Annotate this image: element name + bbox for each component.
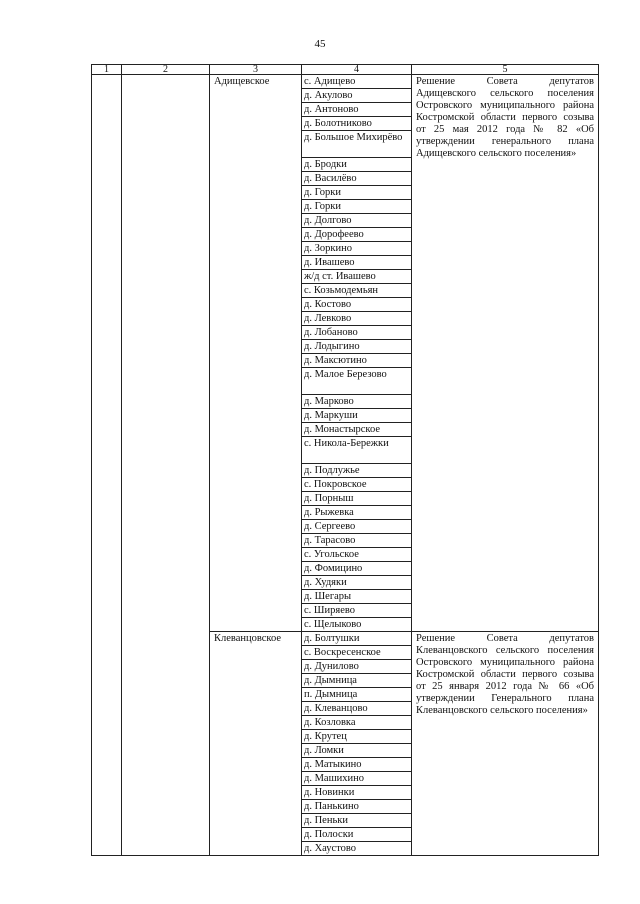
settlements-table	[91, 64, 599, 856]
locality-cell: д. Матыкино	[302, 758, 412, 772]
locality-cell: д. Худяки	[302, 576, 412, 590]
locality-cell: д. Крутец	[302, 730, 412, 744]
locality-cell: д. Панькино	[302, 800, 412, 814]
locality-cell: д. Зоркино	[302, 242, 412, 256]
settlement-name: Адищевское	[210, 75, 302, 632]
locality-cell: д. Новинки	[302, 786, 412, 800]
locality-cell: д. Долгово	[302, 214, 412, 228]
header-row	[92, 65, 599, 75]
locality-cell: д. Дымница	[302, 674, 412, 688]
locality-cell: д. Ивашево	[302, 256, 412, 270]
locality-cell: д. Ломки	[302, 744, 412, 758]
locality-cell: д. Дунилово	[302, 660, 412, 674]
locality-cell: д. Василёво	[302, 172, 412, 186]
decision-document: Решение Совета депутатов Клеванцовского сельского поселения Островского муниципального района Костромской области первого созыва от 25 января 2012 года № 66 «Об утверждении Генерального плана Клеванцовского сельского поселения»	[412, 632, 599, 856]
locality-cell: с. Покровское	[302, 478, 412, 492]
locality-cell: с. Никола-Бережки	[302, 437, 412, 464]
locality-cell: д. Фомицино	[302, 562, 412, 576]
locality-cell: с. Воскресенское	[302, 646, 412, 660]
header-cell: 1	[92, 65, 122, 75]
decision-document: Решение Совета депутатов Адищевского сельского поселения Островского муниципального района Костромской области первого созыва от 25 мая 2012 года № 82 «Об утверждении генерального плана Адищевского сельского поселения»	[412, 75, 599, 632]
locality-cell: д. Козловка	[302, 716, 412, 730]
locality-cell: д. Хаустово	[302, 842, 412, 856]
header-cell: 4	[302, 65, 412, 75]
locality-cell: д. Болтушки	[302, 632, 412, 646]
header-cell: 2	[122, 65, 210, 75]
locality-cell: д. Болотниково	[302, 117, 412, 131]
locality-cell: д. Рыжевка	[302, 506, 412, 520]
locality-cell: д. Малое Березово	[302, 368, 412, 395]
locality-cell: ж/д ст. Ивашево	[302, 270, 412, 284]
locality-cell: с. Щелыково	[302, 618, 412, 632]
locality-cell: д. Клеванцово	[302, 702, 412, 716]
header-cell: 5	[412, 65, 599, 75]
locality-cell: д. Тарасово	[302, 534, 412, 548]
locality-cell: д. Подлужье	[302, 464, 412, 478]
locality-cell: д. Бродки	[302, 158, 412, 172]
locality-cell: д. Лодыгино	[302, 340, 412, 354]
locality-cell: д. Дорофеево	[302, 228, 412, 242]
locality-cell: д. Полоски	[302, 828, 412, 842]
locality-cell: д. Левково	[302, 312, 412, 326]
locality-cell: д. Костово	[302, 298, 412, 312]
settlement-name: Клеванцовское	[210, 632, 302, 856]
locality-cell: п. Дымница	[302, 688, 412, 702]
locality-cell: д. Горки	[302, 186, 412, 200]
locality-cell: д. Пеньки	[302, 814, 412, 828]
locality-cell: д. Сергеево	[302, 520, 412, 534]
locality-cell: д. Марково	[302, 395, 412, 409]
locality-cell: д. Монастырское	[302, 423, 412, 437]
locality-cell: с. Ширяево	[302, 604, 412, 618]
locality-cell: д. Маркуши	[302, 409, 412, 423]
locality-cell: д. Шегары	[302, 590, 412, 604]
locality-cell: д. Акулово	[302, 89, 412, 103]
locality-cell: д. Порныш	[302, 492, 412, 506]
locality-cell: д. Большое Михирёво	[302, 131, 412, 158]
header-cell: 3	[210, 65, 302, 75]
locality-cell: с. Адищево	[302, 75, 412, 89]
table-row	[92, 75, 599, 89]
locality-cell: д. Лобаново	[302, 326, 412, 340]
column-1-cell	[92, 75, 122, 856]
locality-cell: д. Машихино	[302, 772, 412, 786]
locality-cell: д. Максютино	[302, 354, 412, 368]
locality-cell: с. Угольское	[302, 548, 412, 562]
page-number: 45	[314, 38, 326, 50]
locality-cell: с. Козьмодемьян	[302, 284, 412, 298]
column-2-cell	[122, 75, 210, 856]
locality-cell: д. Горки	[302, 200, 412, 214]
locality-cell: д. Антоново	[302, 103, 412, 117]
